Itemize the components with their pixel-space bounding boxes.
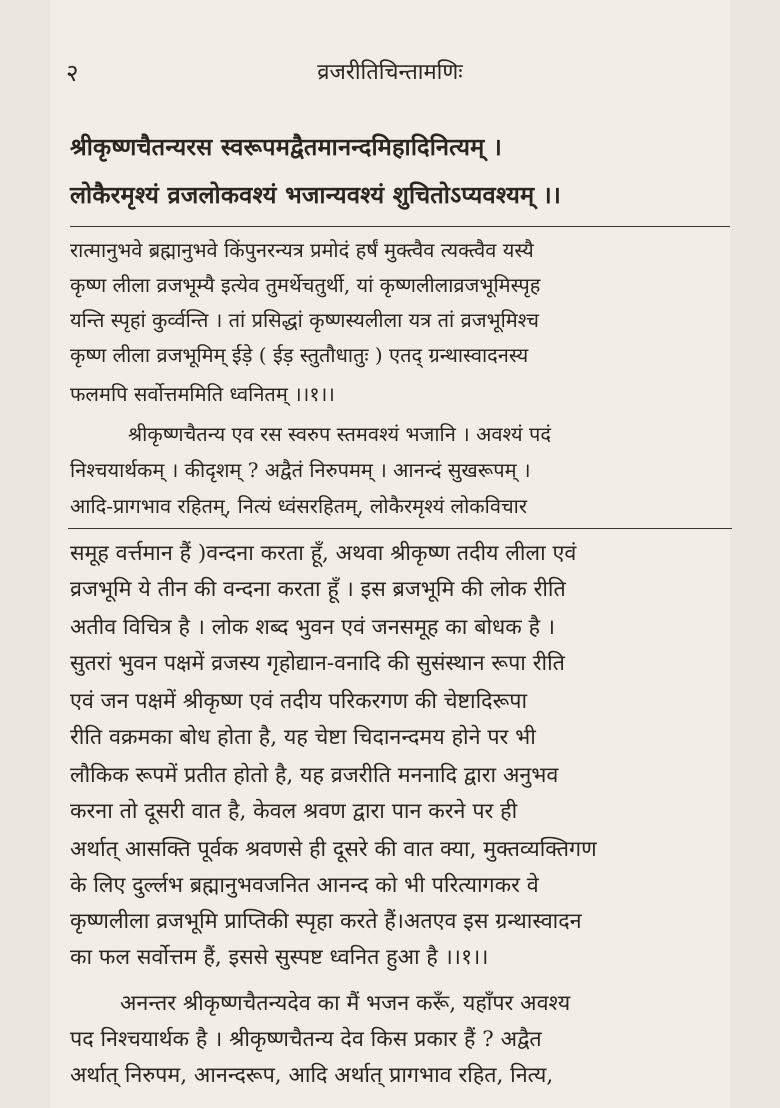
divider-bottom	[68, 528, 732, 529]
translation-line: कृष्णलीला व्रजभूमि प्राप्तिकी स्पृहा करते हैं।अतएव इस ग्रन्थास्वादन	[70, 909, 582, 934]
commentary-line: यन्ति स्पृहां कुर्व्वन्ति । तां प्रसिद्धां कृष्णस्यलीला यत्र तां व्रजभूमिश्च	[70, 308, 539, 332]
commentary-line: आदि-प्रागभाव रहितम्, नित्यं ध्वंसरहितम्, लोकैरमृश्यं लोकविचार	[70, 494, 527, 518]
translation-line: अनन्तर श्रीकृष्णचैतन्यदेव का मैं भजन करूँ, यहाँपर अवश्य	[120, 991, 571, 1016]
translation-line: समूह वर्त्तमान हैं )वन्दना करता हूँ, अथवा श्रीकृष्ण तदीय लीला एवं	[70, 541, 577, 566]
translation-line: का फल सर्वोत्तम हैं, इससे सुस्पष्ट ध्वनित हुआ है ।।१।।	[70, 945, 489, 970]
commentary-line: श्रीकृष्णचैतन्य एव रस स्वरुप स्तमवश्यं भजानि । अवश्यं पदं	[128, 422, 551, 446]
translation-line: पद निश्चयार्थक है । श्रीकृष्णचैतन्य देव किस प्रकार हैं ? अद्वैत	[70, 1027, 542, 1052]
translation-line: के लिए दुर्ल्लभ ब्रह्मानुभवजनित आनन्द को भी परित्यागकर वे	[70, 873, 539, 898]
page-number: २	[66, 59, 79, 87]
translation-line: व्रजभूमि ये तीन की वन्दना करता हूँ । इस ब्रजभूमि की लोक रीति	[70, 577, 566, 602]
divider-top	[70, 226, 730, 227]
verse-line-1: श्रीकृष्णचैतन्यरस स्वरूपमद्वैतमानन्दमिहादिनित्यम् ।	[70, 133, 503, 161]
translation-line: अर्थात् आसक्ति पूर्वक श्रवणसे ही दूसरे की वात क्या, मुक्तव्यक्तिगण	[70, 837, 597, 862]
translation-line: सुतरां भुवन पक्षमें व्रजस्य गृहोद्यान-वनादि की सुसंस्थान रूपा रीति	[70, 651, 565, 676]
commentary-line: फलमपि सर्वोत्तममिति ध्वनितम् ।।१।।	[70, 382, 335, 406]
commentary-line: रात्मानुभवे ब्रह्मानुभवे किंपुनरन्यत्र प्रमोदं हर्षं मुक्त्वैव त्यक्त्वैव यस्यै	[70, 238, 534, 262]
translation-line: करना तो दूसरी वात है, केवल श्रवण द्वारा पान करने पर ही	[70, 799, 518, 824]
translation-line: लौकिक रूपमें प्रतीत होतो है, यह व्रजरीति मननादि द्वारा अनुभव	[70, 763, 559, 788]
translation-line: अतीव विचित्र है । लोक शब्द भुवन एवं जनसमूह का बोधक है ।	[70, 615, 556, 640]
commentary-line: कृष्ण लीला व्रजभूमिम् ईड़े ( ईड़ स्तुतौधातुः ) एतद् ग्रन्थास्वादनस्य	[70, 343, 529, 367]
verse-line-2: लोकैरमृश्यं व्रजलोकवश्यं भजान्यवश्यं शुचितोऽप्यवश्यम् ।।	[70, 181, 562, 209]
translation-line: एवं जन पक्षमें श्रीकृष्ण एवं तदीय परिकरगण की चेष्टादिरूपा	[70, 689, 528, 714]
page-header	[50, 0, 730, 110]
commentary-line: निश्चयार्थकम् । कीदृशम् ? अद्वैतं निरुपमम् । आनन्दं सुखरूपम् ।	[70, 458, 531, 482]
commentary-line: कृष्ण लीला व्रजभूम्यै इत्येव तुमर्थेचतुर्थी, यां कृष्णलीलाव्रजभूमिस्पृह	[70, 273, 541, 297]
running-title: व्रजरीतिचिन्तामणिः	[317, 60, 463, 85]
translation-line: रीति वक्रमका बोध होता है, यह चेष्टा चिदानन्दमय होने पर भी	[70, 725, 536, 750]
book-page	[50, 0, 730, 1108]
translation-line: अर्थात् निरुपम, आनन्दरूप, आदि अर्थात् प्रागभाव रहित, नित्य,	[70, 1063, 554, 1088]
